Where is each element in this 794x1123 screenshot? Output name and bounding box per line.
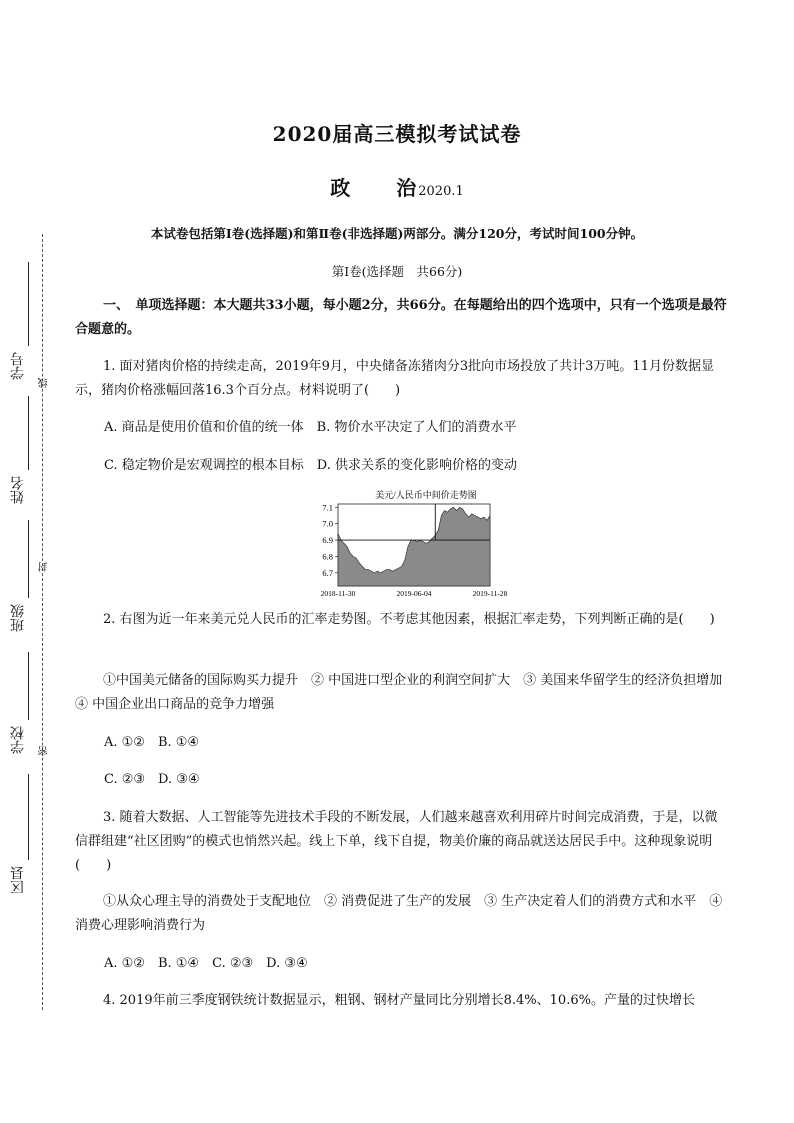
question-1-stem: 1. 面对猪肉价格的持续走高，2019年9月，中央储备冻猪肉分3批向市场投放了共计3万吨。11月份数据显示，猪肉价格涨幅回落16.3个百分点。材料说明了( )	[75, 359, 714, 398]
chart-y-tick-label: 7.0	[322, 518, 333, 529]
school-label: 学校	[10, 726, 26, 754]
name-blank	[28, 396, 29, 470]
chart-y-tick-label: 6.7	[322, 567, 333, 578]
chart-y-tick-label: 6.9	[322, 535, 333, 546]
class-label: 班级	[10, 604, 26, 632]
exam-intro: 本试卷包括第Ⅰ卷(选择题)和第Ⅱ卷(非选择题)两部分。满分120分，考试时间100分钟。	[150, 226, 644, 241]
student-id-label: 学号	[10, 352, 26, 380]
question-3-items: ①从众心理主导的消费处于支配地位 ② 消费促进了生产的发展 ③ 生产决定着人们的消费方式和水平 ④ 消费心理影响消费行为	[75, 894, 723, 933]
binding-dashed-line	[42, 234, 43, 1010]
exchange-rate-chart	[314, 486, 514, 598]
question-1-options-cd: C. 稳定物价是宏观调控的根本目标 D. 供求关系的变化影响价格的变动	[104, 458, 517, 473]
chart-x-tick-label: 2018-11-30	[320, 589, 356, 598]
question-2-stem: 2. 右图为近一年来美元兑人民币的汇率走势图。不考虑其他因素，根据汇率走势，下列判断正确的是( )	[103, 612, 715, 627]
name-label: 姓名	[10, 476, 26, 504]
question-1-options-ab: A. 商品是使用价值和价值的统一体 B. 物价水平决定了人们的消费水平	[104, 420, 517, 435]
chart-x-tick-label: 2019-11-28	[472, 589, 508, 598]
chart-y-tick-label: 6.8	[322, 551, 333, 562]
question-2-options-cd: C. ②③ D. ③④	[104, 772, 200, 787]
chart-title: 美元/人民币中间价走势图	[375, 490, 477, 500]
district-blank	[28, 774, 29, 860]
seal-mark: 封	[39, 562, 50, 572]
chart-y-tick-label: 7.1	[322, 502, 333, 513]
subject-heading	[0, 172, 794, 201]
school-blank	[28, 652, 29, 720]
question-3-options: A. ①② B. ①④ C. ②③ D. ③④	[104, 956, 308, 971]
class-blank	[28, 520, 29, 598]
exam-title: 2020届高三模拟考试试卷	[272, 122, 522, 146]
chart-x-tick-label: 2019-06-04	[396, 589, 432, 598]
subject-char-1: 政	[330, 176, 351, 200]
question-4-stem: 4. 2019年前三季度钢铁统计数据显示，粗钢、钢材产量同比分别增长8.4%、10.6%。产量的过快增长	[103, 993, 695, 1008]
question-3-stem: 3. 随着大数据、人工智能等先进技术手段的不断发展，人们越来越喜欢利用碎片时间完成消费，于是，以微信群组建“社区团购”的模式也悄然兴起。线上下单，线下自提，物美价廉的商品就送达居民手中。这种现象说明( )	[75, 810, 718, 873]
exam-date: 2020.1	[418, 184, 464, 199]
question-2-options-ab: A. ①② B. ①④	[104, 735, 200, 750]
exchange-rate-chart-svg	[314, 486, 514, 598]
question-2-items: ①中国美元储备的国际购买力提升 ② 中国进口型企业的利润空间扩大 ③ 美国来华留学生的经济负担增加 ④ 中国企业出口商品的竞争力增强	[75, 673, 736, 712]
section-heading: 一、 单项选择题：本大题共33小题，每小题2分，共66分。在每题给出的四个选项中，只有一个选项是最符合题意的。	[75, 298, 727, 337]
subject-char-2: 治	[396, 176, 417, 200]
part-heading: 第Ⅰ卷(选择题 共66分)	[331, 264, 463, 279]
line-mark: 线	[39, 378, 50, 388]
secret-mark: 密	[39, 746, 50, 756]
district-label: 区县	[10, 866, 26, 894]
